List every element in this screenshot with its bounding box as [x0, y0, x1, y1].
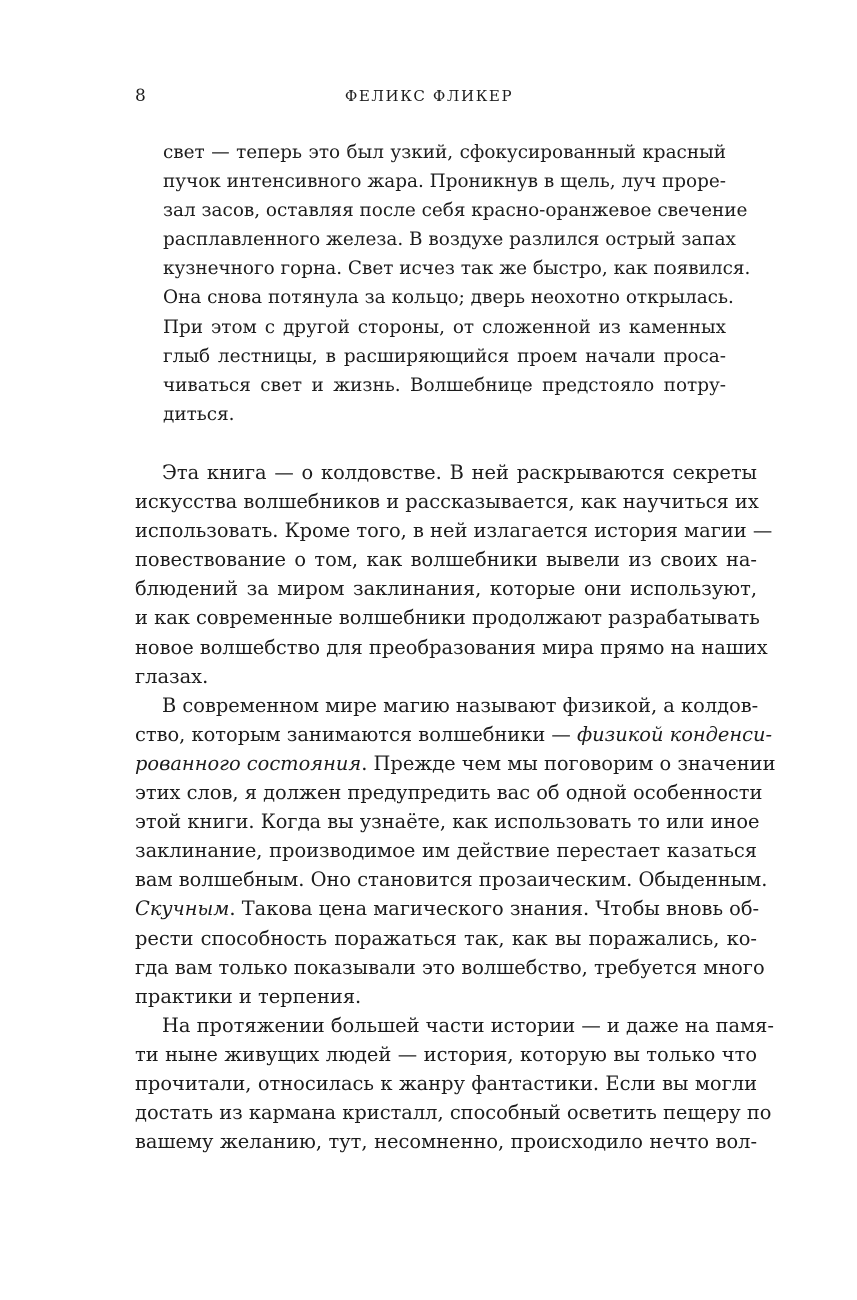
paragraph-2-line — [135, 894, 760, 923]
main-text — [135, 458, 776, 1156]
running-title: ФЕЛИКС ФЛИКЕР — [344, 87, 514, 105]
paragraph-1-line: глазах. — [135, 664, 209, 688]
paragraph-3-line: прочитали, относилась к жанру фантастики. Если вы могли — [135, 1071, 757, 1095]
paragraph-3-line: вашему желанию, тут, несомненно, происходило нечто вол- — [135, 1130, 757, 1154]
paragraph-1-line: повествование о том, как волшебники вывели из своих на- — [135, 548, 757, 572]
paragraph-1-line: использовать. Кроме того, в ней излагается история магии — — [135, 519, 773, 543]
excerpt-line: зал засов, оставляя после себя красно-оранжевое свечение — [163, 200, 748, 222]
text-run: . Такова цена магического знания. Чтобы вновь об- — [229, 897, 760, 921]
paragraph-2-line: этих слов, я должен предупредить вас об одной особенности — [135, 781, 763, 805]
fiction-excerpt — [163, 138, 751, 429]
excerpt-line: свет — теперь это был узкий, сфокусированный красный — [163, 142, 726, 163]
excerpt-line: кузнечного горна. Свет исчез так же быстро, как появился. — [163, 258, 751, 280]
excerpt-line: чиваться свет и жизнь. Волшебнице предстояло потру- — [163, 374, 726, 396]
paragraph-2-line: вам волшебным. Оно становится прозаическим. Обыденным. — [135, 868, 768, 892]
paragraph-2-line: рести способность поражаться так, как вы поражались, ко- — [135, 926, 757, 950]
excerpt-line: глыб лестницы, в расширяющийся проем начали проса- — [163, 345, 726, 367]
paragraph-1-line: блюдений за миром заклинания, которые они используют, — [135, 577, 757, 601]
paragraph-3-line: ти ныне живущих людей — история, которую вы только что — [135, 1042, 757, 1066]
running-header — [135, 82, 723, 110]
paragraph-2-line: этой книги. Когда вы узнаёте, как использовать то или иное — [135, 810, 760, 834]
paragraph-2-line: В современном мире магию называют физикой, а колдов- — [162, 693, 759, 717]
excerpt-line: диться. — [163, 403, 235, 425]
paragraph-3-line: На протяжении большей части истории — и даже на памя- — [162, 1013, 774, 1037]
paragraph-2-line: заклинание, производимое им действие перестает казаться — [135, 839, 757, 863]
paragraph-1-line: новое волшебство для преобразования мира прямо на наших — [135, 635, 768, 659]
excerpt-line: расплавленного железа. В воздухе разлился острый запах — [163, 229, 736, 251]
italic-term: физикой конденси- — [576, 722, 773, 746]
paragraph-1-line: Эта книга — о колдовстве. В ней раскрываются секреты — [162, 461, 757, 484]
paragraph-2-line — [135, 749, 776, 778]
excerpt-line: Она снова потянула за кольцо; дверь неохотно открылась. — [163, 287, 734, 309]
paragraph-2-line — [135, 720, 773, 749]
excerpt-line: пучок интенсивного жара. Проникнув в щель, луч проре- — [163, 171, 726, 193]
page-number: 8 — [135, 86, 146, 106]
paragraph-1-line: и как современные волшебники продолжают разрабатывать — [135, 606, 760, 630]
italic-term: рованного состояния — [135, 751, 362, 775]
text-run: ство, которым занимаются волшебники — — [135, 722, 577, 746]
paragraph-3-line: достать из кармана кристалл, способный осветить пещеру по — [135, 1101, 772, 1125]
italic-term: Скучным — [135, 897, 230, 921]
paragraph-2-line: гда вам только показывали это волшебство, требуется много — [135, 955, 765, 979]
text-run: . Прежде чем мы поговорим о значении — [361, 751, 776, 775]
excerpt-line: При этом с другой стороны, от сложенной из каменных — [163, 316, 726, 338]
paragraph-1-line: искусства волшебников и рассказывается, как научиться их — [135, 490, 759, 514]
paragraph-2-line: практики и терпения. — [135, 984, 362, 1008]
